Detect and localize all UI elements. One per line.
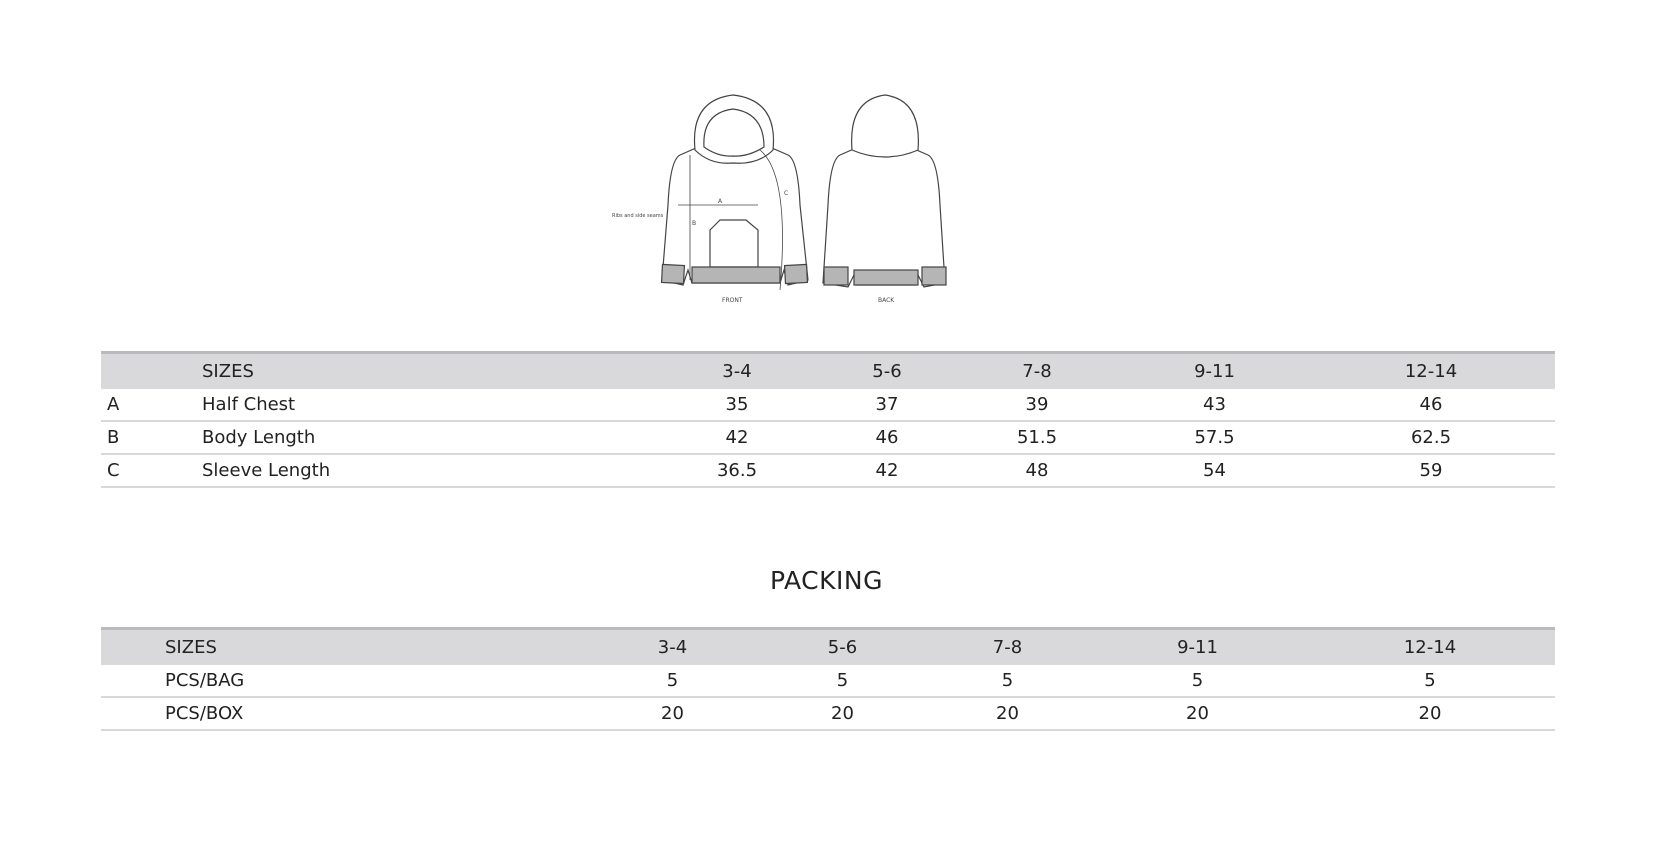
back-label: BACK: [878, 297, 895, 304]
hoodie-back-drawing: [823, 95, 946, 287]
row-value: 42: [652, 421, 822, 454]
marker-a: A: [718, 198, 723, 205]
header-size: 3-4: [585, 629, 760, 666]
row-value: 5: [585, 665, 760, 697]
row-value: 5: [925, 665, 1090, 697]
row-value: 51.5: [952, 421, 1122, 454]
row-code: B: [101, 421, 202, 454]
header-size: 12-14: [1305, 629, 1555, 666]
header-sizes-label: SIZES: [202, 353, 652, 390]
row-value: 20: [585, 697, 760, 730]
header-size: 12-14: [1307, 353, 1555, 390]
header-size: 9-11: [1122, 353, 1307, 390]
header-size: 7-8: [925, 629, 1090, 666]
row-value: 37: [822, 389, 952, 421]
row-value: 5: [1305, 665, 1555, 697]
row-label: Half Chest: [202, 389, 652, 421]
hoodie-size-illustration: [612, 95, 1010, 335]
row-value: 59: [1307, 454, 1555, 487]
measurement-row: [101, 389, 1555, 421]
row-value: 48: [952, 454, 1122, 487]
measurement-header-row: [101, 353, 1555, 390]
row-value: 20: [1305, 697, 1555, 730]
row-label: Sleeve Length: [202, 454, 652, 487]
row-spacer: [101, 665, 165, 697]
packing-title: PACKING: [770, 566, 883, 595]
front-label: FRONT: [722, 297, 743, 304]
row-value: 62.5: [1307, 421, 1555, 454]
header-size: 9-11: [1090, 629, 1305, 666]
size-measurement-table: [101, 351, 1555, 488]
header-size: 5-6: [822, 353, 952, 390]
row-value: 35: [652, 389, 822, 421]
row-value: 43: [1122, 389, 1307, 421]
row-value: 20: [760, 697, 925, 730]
packing-row: [101, 665, 1555, 697]
marker-b: B: [692, 220, 697, 227]
row-label: PCS/BOX: [165, 697, 585, 730]
header-size: 5-6: [760, 629, 925, 666]
row-code: C: [101, 454, 202, 487]
row-value: 54: [1122, 454, 1307, 487]
marker-c: C: [784, 190, 789, 197]
packing-table: [101, 627, 1555, 731]
row-value: 20: [925, 697, 1090, 730]
header-spacer: [101, 629, 165, 666]
packing-row: [101, 697, 1555, 730]
row-value: 42: [822, 454, 952, 487]
row-value: 5: [760, 665, 925, 697]
row-label: Body Length: [202, 421, 652, 454]
row-code: A: [101, 389, 202, 421]
header-size: 3-4: [652, 353, 822, 390]
row-value: 57.5: [1122, 421, 1307, 454]
measurement-row: [101, 454, 1555, 487]
row-value: 39: [952, 389, 1122, 421]
row-value: 5: [1090, 665, 1305, 697]
row-value: 36.5: [652, 454, 822, 487]
measurement-row: [101, 421, 1555, 454]
row-label: PCS/BAG: [165, 665, 585, 697]
annotation-text: Ribs and side seams: [612, 213, 664, 219]
header-size: 7-8: [952, 353, 1122, 390]
header-code-cell: [101, 353, 202, 390]
header-sizes-label: SIZES: [165, 629, 585, 666]
row-value: 46: [822, 421, 952, 454]
row-value: 20: [1090, 697, 1305, 730]
packing-header-row: [101, 629, 1555, 666]
row-spacer: [101, 697, 165, 730]
row-value: 46: [1307, 389, 1555, 421]
